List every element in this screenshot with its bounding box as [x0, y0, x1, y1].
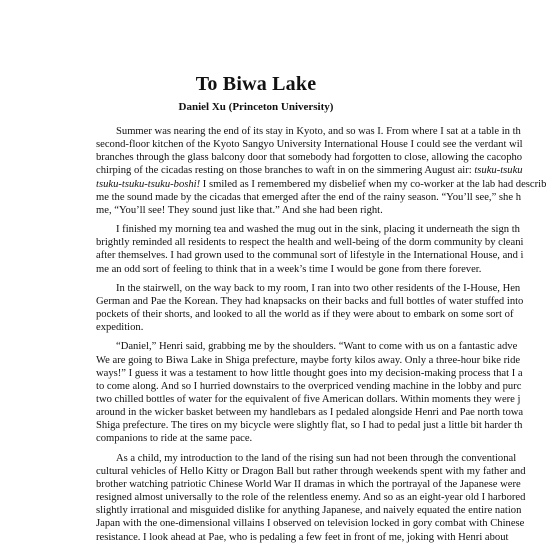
text-line: cultural vehicles of Hello Kitty or Dragon Ball but rather through weekends spent with my father and [96, 465, 526, 477]
text-line: after themselves. I had grown used to the communal sort of lifestyle in the International House, and i [96, 250, 524, 262]
text-line: companions to ride at the same pace. [96, 433, 253, 445]
text-line: I finished my morning tea and washed the mug out in the sink, placing it underneath the sign th [116, 224, 520, 236]
text-line: We are going to Biwa Lake in Shiga prefecture, maybe forty kilos away. Only a three-hour bike ride [96, 354, 521, 366]
text-line: brother watching patriotic Chinese World War II dramas in which the portrayal of the Japanese were [96, 478, 521, 490]
text-line: me, “You’ll see! They sound just like that.” And she had been right. [96, 204, 383, 216]
text-line: In the stairwell, on the way back to my room, I ran into two other residents of the I-House, Hen [116, 282, 521, 294]
text-segment: I smiled as I remembered my disbelief when my co-worker at the lab had describ [200, 178, 547, 190]
text-line: second-floor kitchen of the Kyoto Sangyo University International House I could see the verdant wil [96, 139, 523, 151]
text-line: expedition. [96, 322, 144, 334]
text-line: German and Pae the Korean. They had knapsacks on their backs and full bottles of water stuffed into [96, 295, 524, 307]
text-line: brightly reminded all residents to respect the health and well-being of the dorm community by cleani [96, 237, 524, 249]
text-line [96, 164, 556, 177]
text-line: Shiga prefecture. The tires on my bicycle were slightly flat, so I had to pedal just a little bit harder th [96, 420, 523, 432]
document-author: Daniel Xu (Princeton University) [178, 101, 334, 113]
paragraph-3 [96, 282, 556, 335]
text-line: Japan with the one-dimensional villains I observed on television locked in gory combat with Chinese [96, 518, 525, 530]
document-title: To Biwa Lake [195, 73, 317, 95]
text-line: slightly irrational and misguided dislike for anything Japanese, and naively equated the entire nation [96, 505, 522, 517]
text-line: Summer was nearing the end of its stay in Kyoto, and so was I. From where I sat at a table in th [116, 126, 521, 137]
italic-text: tsuku-tsuku [474, 165, 523, 177]
text-line: me an odd sort of feeling to think that in a week’s time I would be gone from there forever. [96, 263, 482, 275]
paragraph-4 [96, 340, 556, 445]
text-line: “Daniel,” Henri said, grabbing me by the shoulders. “Want to come with us on a fantastic adve [116, 341, 518, 353]
text-line: pockets of their shorts, and looked to all the world as if they were about to embark on some sort of [96, 309, 514, 321]
text-line: to come along. And so I hurried downstairs to the overpriced vending machine in the lobby and purc [96, 380, 522, 392]
text-line: me the sound made by the cicadas that emerged after the end of the rainy season. “You’ll see,” she h [96, 191, 521, 203]
text-line: two chilled bottles of water for the equivalent of five American dollars. Within moments they were j [96, 393, 521, 405]
document-body [96, 125, 556, 550]
text-line [96, 178, 556, 191]
text-line: resigned almost universally to the role of the relentless enemy. And so as an eight-year old I harbored [96, 492, 526, 504]
paragraph-5 [96, 452, 556, 544]
text-line: branches through the glass balcony door that somebody had forgotten to close, allowing the cacopho [96, 152, 523, 164]
text-line: ways!” I guess it was a testament to how little thought goes into my decision-making process that I a [96, 367, 523, 379]
italic-text: tsuku-tsuku-tsuku-boshi! [96, 178, 201, 190]
paragraph-1 [96, 125, 556, 217]
paragraph-2 [96, 223, 556, 276]
text-line: resistance. I look ahead at Pae, who is pedaling a few feet in front of me, joking with Henri about [96, 531, 509, 543]
text-segment: chirping of the cicadas resting on those branches to waft in on the simmering August air: [96, 165, 475, 177]
text-line: As a child, my introduction to the land of the rising sun had not been through the conventional [116, 452, 517, 464]
text-line: around in the wicker basket between my handlebars as I pedaled alongside Henri and Pae north towa [96, 407, 524, 419]
